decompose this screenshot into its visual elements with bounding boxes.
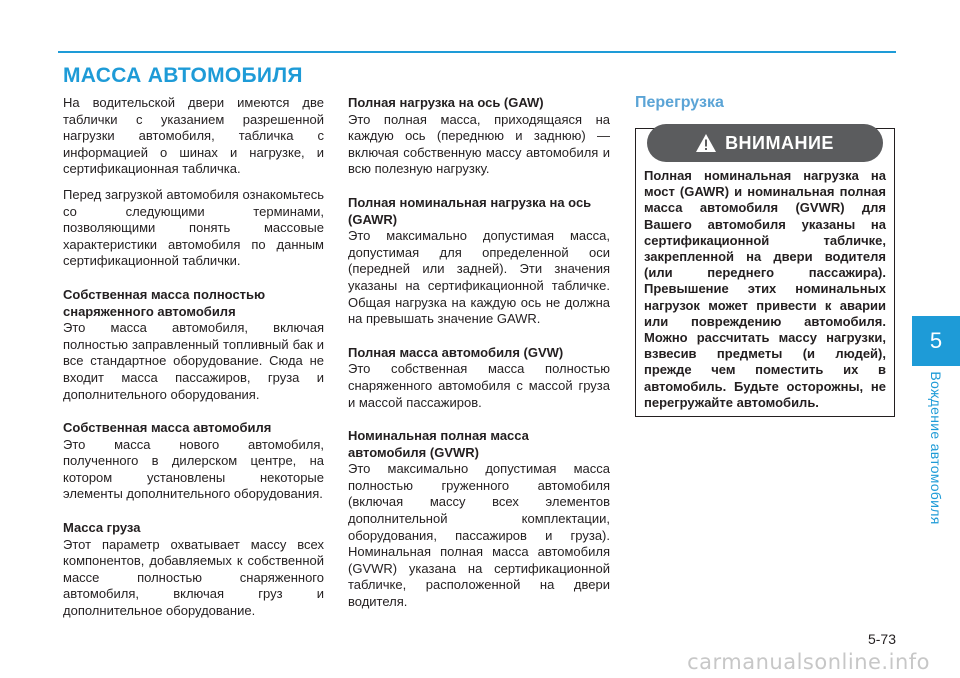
intro-paragraph-1: На водительской двери имеются две таблички с указанием разрешенной нагрузки автомобиля, табличка с информацией о шинах и нагрузке, и сертификационная табличка. xyxy=(63,95,324,177)
intro-paragraph-2: Перед загрузкой автомобиля ознакомьтесь со следующими терминами, позволяющими понять массовые характеристики автомобиля по данным сертификационной таблички. xyxy=(63,186,324,269)
heading-gvwr: Номинальная полная масса автомобиля (GVWR) xyxy=(348,428,529,460)
watermark: carmanualsonline.info xyxy=(687,650,930,674)
heading-base-weight: Собственная масса автомобиля xyxy=(63,420,272,436)
heading-gawr: Полная номинальная нагрузка на ось (GAWR) xyxy=(348,194,592,227)
heading-curb-weight: Собственная масса полностью снаряженного автомобиля xyxy=(63,286,266,319)
overload-title: Перегрузка xyxy=(635,94,724,111)
warning-label: ВНИМАНИЕ xyxy=(725,132,834,153)
warning-triangle-icon xyxy=(696,134,716,152)
paragraph-gvwr: Это максимально допустимая масса полностью груженного автомобиля (включая массу всех элементов дополнительной комплектации, оборудования, пассажиров и груза). Номинальная полная масса автомобиля (GVWR) указана на сертификационной табличке, расположенной на двери водителя. xyxy=(348,461,610,610)
warning-text: Полная номинальная нагрузка на мост (GAWR) и номинальная полная масса автомобиля (GVWR) для Вашего автомобиля указаны на сертификационной табличке, закрепленной на двери водителя (или переднего пассажира). Превышение этих номинальных нагрузок может привести к аварии или повреждению автомобиля. Можно рассчитать массу нагрузки, взвесив предметы (и людей), прежде чем поместить их в автомобиль. Будьте осторожны, не перегружайте автомобиль. xyxy=(644,168,886,410)
heading-cargo-weight: Масса груза xyxy=(63,520,141,536)
section-title: МАССА АВТОМОБИЛЯ xyxy=(63,64,303,87)
paragraph-base-weight: Это масса нового автомобиля, полученного в дилерском центре, на котором установлены некоторые элементы дополнительного оборудования. xyxy=(63,436,324,502)
paragraph-gvw: Это собственная масса полностью снаряженного автомобиля с массой груза и массой пассажиров. xyxy=(348,361,610,410)
paragraph-gawr: Это максимально допустимая масса, допустимая для определенной оси (передней или задней). Эти значения указаны на сертификационной табличке. Общая нагрузка на каждую ось не должна на превышать значение GAWR. xyxy=(348,228,610,327)
column-middle xyxy=(348,95,610,611)
page-number: 5-73 xyxy=(867,631,896,647)
chapter-title: Вождение автомобиля xyxy=(928,371,944,525)
column-left xyxy=(63,95,324,620)
warning-header xyxy=(647,124,883,162)
paragraph-curb-weight: Это масса автомобиля, включая полностью заправленный топливный бак и все стандартное оборудование. Сюда не входит масса пассажиров, груза и дополнительного оборудования. xyxy=(63,320,324,402)
heading-gaw: Полная нагрузка на ось (GAW) xyxy=(348,95,544,110)
top-divider xyxy=(58,51,896,53)
paragraph-gaw: Это полная масса, приходящаяся на каждую ось (переднюю и заднюю) — включая собственную массу автомобиля и всю полезную нагрузку. xyxy=(348,111,610,177)
paragraph-cargo-weight: Этот параметр охватывает массу всех компонентов, добавляемых к собственной массе полностью снаряженного автомобиля, включая груз и дополнительное оборудование. xyxy=(63,536,324,619)
chapter-number-tab: 5 xyxy=(912,316,960,366)
heading-gvw: Полная масса автомобиля (GVW) xyxy=(348,344,564,360)
